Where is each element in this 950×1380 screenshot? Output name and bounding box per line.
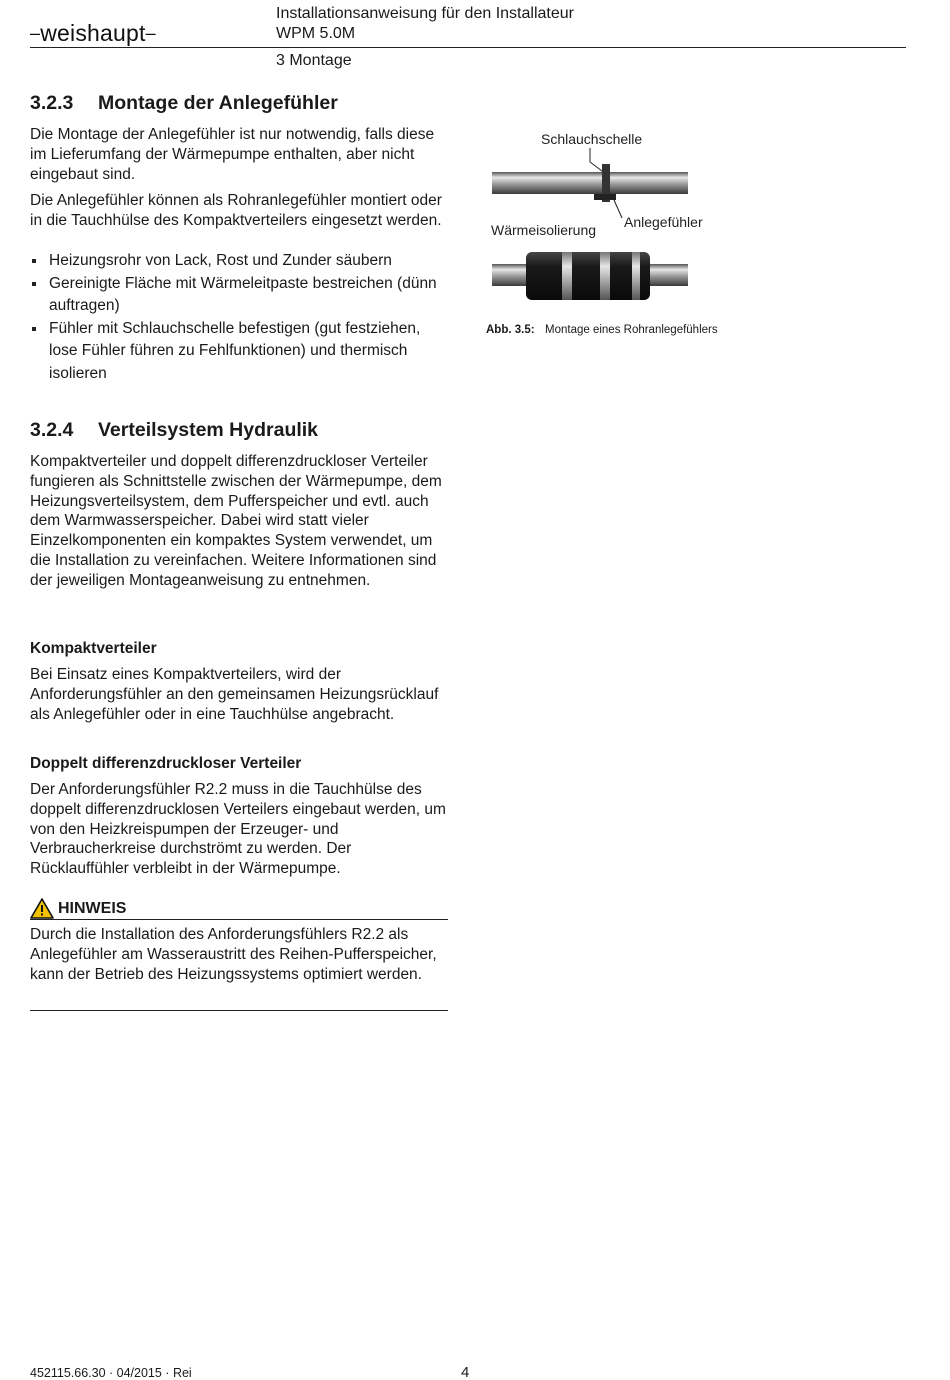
figure-caption (486, 323, 718, 337)
paragraph: Bei Einsatz eines Kompaktverteilers, wird der Anforderungsfühler an den gemeinsamen Heizungsrücklauf als Anlegefühler oder in eine Tauchhülse angebracht. (30, 666, 439, 723)
list-item: Fühler mit Schlauchschelle befestigen (gut festziehen, lose Fühler führen zu Fehlfunktionen) und thermisch isolieren (30, 318, 450, 386)
clamp-band (562, 252, 572, 300)
figure-caption-text: Montage eines Rohranlegefühlers (545, 324, 718, 336)
paragraph: Kompaktverteiler und doppelt differenzdruckloser Verteiler fungieren als Schnittstelle zwischen der Wärmepumpe, dem Heizungsverteilsystem, dem Pufferspeicher und evtl. auch dem Warmwasserspeicher. Dabei wird statt vieler Einzelkomponenten ein kompaktes System verwendet, um die Installation zu vereinfachen. Weitere Informationen sind der jeweiligen Montageanweisung zu entnehmen. (30, 453, 442, 589)
section-number: 3.2.3 (30, 92, 74, 114)
subheading-kompaktverteiler: Kompaktverteiler (30, 640, 157, 657)
paragraph: Der Anforderungsfühler R2.2 muss in die Tauchhülse des doppelt differenzdrucklosen Verteilers eingebaut werden, um von den Heizkreispumpen der Erzeuger- und Verbraucherkreise durchströmt zu werden. Der Rücklauffühler verbleibt in der Wärmepumpe. (30, 781, 446, 878)
label-anlegefuehler: Anlegefühler (624, 214, 703, 230)
clamp-band (600, 252, 610, 300)
label-waermeisolierung: Wärmeisolierung (491, 222, 597, 238)
chapter-label: 3 Montage (276, 52, 352, 69)
pipe-top (492, 172, 688, 194)
notice-divider (30, 1010, 448, 1011)
list-item: Gereinigte Fläche mit Wärmeleitpaste bestreichen (dünn auftragen) (30, 273, 450, 318)
paragraph: Die Anlegefühler können als Rohranlegefühler montiert oder in die Tauchhülse des Kompaktverteilers eingesetzt werden. (30, 192, 442, 229)
section-title: Montage der Anlegefühler (98, 92, 338, 114)
figure-number: Abb. 3.5: (486, 324, 535, 336)
section-heading-3-2-3 (30, 91, 338, 115)
page-number: 4 (461, 1364, 470, 1380)
leader-line (614, 200, 622, 218)
warning-icon (30, 898, 54, 919)
subheading-doppelt-verteiler: Doppelt differenzdruckloser Verteiler (30, 755, 302, 772)
notice-text: Durch die Installation des Anforderungsfühlers R2.2 als Anlegefühler am Wasseraustritt des Reihen-Pufferspeicher, kann der Betrieb des Heizungssystems optimiert werden. (30, 926, 437, 983)
insulation-sleeve (526, 252, 650, 300)
doc-title: Installationsanweisung für den Installateur (276, 5, 574, 22)
footer-doc-id: 452115.66.30 · 04/2015 · Rei (30, 1366, 192, 1380)
section-title: Verteilsystem Hydraulik (98, 419, 319, 441)
notice-label: HINWEIS (58, 900, 127, 917)
brand-logo: –weishaupt– (30, 20, 156, 46)
header-divider (30, 47, 906, 48)
paragraph: Die Montage der Anlegefühler ist nur notwendig, falls diese im Lieferumfang der Wärmepumpe enthalten, aber nicht eingebaut sind. (30, 126, 435, 183)
list-item: Heizungsrohr von Lack, Rost und Zunder säubern (30, 250, 450, 273)
label-schlauchschelle: Schlauchschelle (541, 131, 643, 147)
pipe-sensor-figure (486, 128, 726, 318)
sensor-block (594, 194, 616, 200)
section-heading-3-2-4 (30, 418, 318, 442)
bullet-list (30, 250, 450, 386)
section-number: 3.2.4 (30, 419, 74, 441)
product-name: WPM 5.0M (276, 25, 356, 42)
header-title-block (276, 4, 574, 44)
notice-header (30, 898, 448, 920)
logo-text: weishaupt (40, 20, 146, 46)
clamp-band (632, 252, 640, 300)
